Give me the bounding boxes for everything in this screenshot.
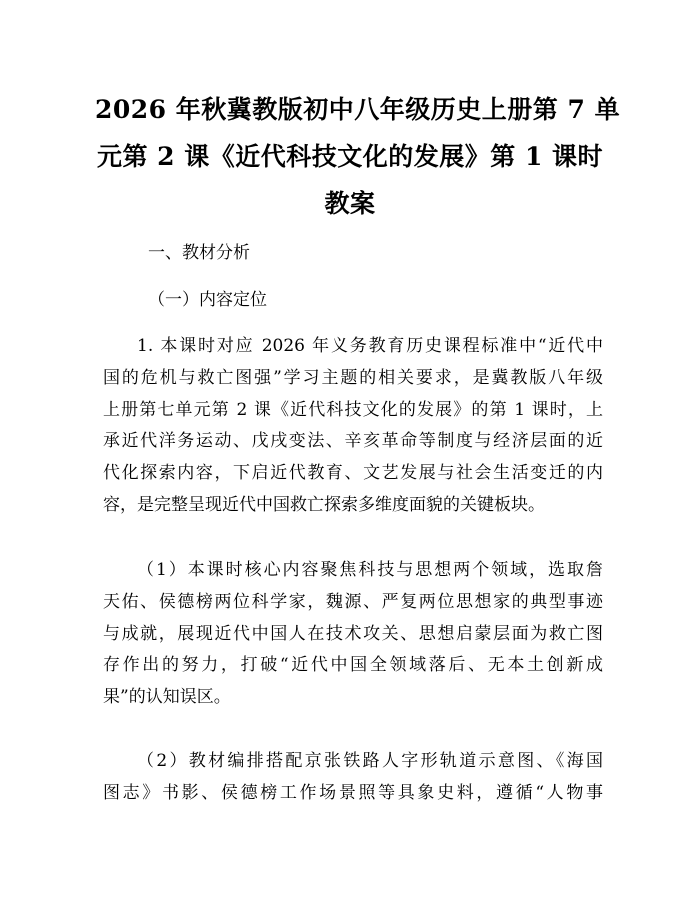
paragraph-line: 图志》书影、侯德榜工作场景照等具象史料，遵循“人物事	[103, 782, 603, 803]
document-title-line-3: 教案	[324, 189, 376, 218]
document-title-line-1: 2026 年秋冀教版初中八年级历史上册第 7 单	[95, 95, 621, 124]
paragraph-line: 国的危机与救亡图强”学习主题的相关要求，是冀教版八年级	[103, 367, 603, 388]
paragraph-line: 天佑、侯德榜两位科学家，魏源、严复两位思想家的典型事迹	[103, 591, 603, 612]
paragraph-line: 1. 本课时对应 2026 年义务教育历史课程标准中“近代中	[137, 336, 603, 356]
paragraph-core-content	[103, 555, 603, 714]
paragraph-line: 果”的认知误区。	[103, 687, 231, 708]
paragraph-content-positioning	[103, 331, 603, 522]
section-heading: 一、教材分析	[148, 243, 250, 263]
paragraph-line: 容，是完整呈现近代中国救亡探索多维度面貌的关键板块。	[103, 494, 545, 515]
paragraph-line: 代化探索内容，下启近代教育、文艺发展与社会生活变迁的内	[103, 463, 603, 484]
paragraph-line: 与成就，展现近代中国人在技术攻关、思想启蒙层面为救亡图	[103, 623, 603, 644]
paragraph-line: 承近代洋务运动、戊戌变法、辛亥革命等制度与经济层面的近	[103, 431, 603, 452]
paragraph-line: （2）教材编排搭配京张铁路人字形轨道示意图、《海国	[137, 751, 603, 771]
paragraph-line: （1）本课时核心内容聚焦科技与思想两个领域，选取詹	[137, 560, 603, 580]
document-title-line-2: 元第 2 课《近代科技文化的发展》第 1 课时	[96, 142, 604, 171]
paragraph-line: 上册第七单元第 2 课《近代科技文化的发展》的第 1 课时，上	[103, 399, 603, 420]
paragraph-line: 存作出的努力，打破“近代中国全领域落后、无本土创新成	[103, 655, 603, 676]
subsection-heading: （一）内容定位	[148, 290, 267, 310]
paragraph-textbook-layout	[103, 746, 603, 810]
